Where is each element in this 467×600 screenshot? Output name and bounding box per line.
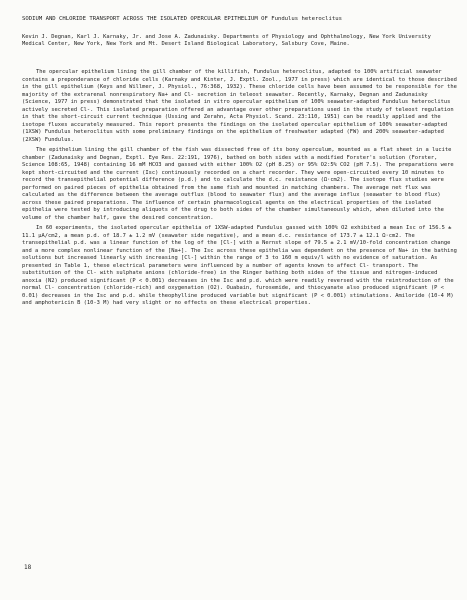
abstract-body (22, 69, 457, 308)
paragraph-1: The opercular epithelium lining the gill chamber of the killifish, Fundulus heteroclitus, adapted to 100% artificial seawater contains a preponderance of chloride cells (Karnaky and Kinter, J. Exptl. Zool., 1977 in press) which are identical to those described in the gill epithelium (Keys and Willmer, J. Physiol., 76:368, 1932). These chloride cells have been assumed to be responsible for the majority of the extrarenal nonrespiratory Na+ and Cl- secretion in teleost seawater. Recently, Karnaky, Degnan and Zadunaisky (Science, 1977 in press) demonstrated that the isolated in vitro opercular epithelium of 100% seawater-adapted Fundulus heteroclitus actively secreted Cl-. This isolated preparation offered an advantage over other preparations used in the study of teleost regulation in that the short-circuit current technique (Ussing and Zerahn, Acta Physiol. Scand. 23:110, 1951) can be readily applied and the isotope fluxes accurately measured. This report presents the findings on the isolated opercular epithelium of 100% seawater-adapted (1XSW) Fundulus heteroclitus with some preliminary findings on the epithelium of freshwater adapted (FW) and 200% seawater-adapted (2XSW) Fundulus. (22, 69, 457, 143)
paper-title: SODIUM AND CHLORIDE TRANSPORT ACROSS THE ISOLATED OPERCULAR EPITHELIUM OF Fundulus heteroclitus (22, 16, 342, 22)
paragraph-2: The epithelium lining the gill chamber of the fish was dissected free of its bony operculum, mounted as a flat sheet in a lucite chamber (Zadunaisky and Degnan, Exptl. Eye Res. 22:191, 1976), bathed on both sides with a modified Forster's solution (Forster, Science 108:65, 1948) containing 16 mM HCO3 and gassed with either 100% O2 (pH 8.25) or 95% O2:5% CO2 (pH 7.5). The preparations were kept short-circuited and the current (Isc) continuously recorded on a chart recorder. They were open-circuited every 10 minutes to record the transepithelial potential difference (p.d.) and to calculate the d.c. resistance (Ω·cm2). The isotope flux studies were performed on paired pieces of epithelia obtained from the same fish and mounted in matching chambers. The average net flux was calculated as the difference between the average outflux (blood to seawater flux) and the average influx (seawater to blood flux) across these paired preparations. The influence of certain pharmacological agents on the electrical properties of the isolated epithelia were tested by introducing aliquots of the drug to both sides of the chamber simultaneously which, when diluted into the volume of the chamber half, gave the desired concentration. (22, 147, 454, 221)
page-number: 18 (24, 564, 32, 571)
author-affiliations: Kevin J. Degnan, Karl J. Karnaky, Jr. and Jose A. Zadunaisky. Departments of Physiology and Ophthalmology, New York University Medical Center, New York, New York and Mt. Desert Island Biological Laboratory, Salsbury Cove, Maine. (22, 34, 431, 48)
paragraph-3: In 60 experiments, the isolated opercular epithelia of 1XSW-adapted Fundulus gassed with 100% O2 exhibited a mean Isc of 156.5 ± 11.1 µA/cm2, a mean p.d. of 18.7 ± 1.2 mV (seawater side negative), and a mean d.c. resistance of 173.7 ± 12.1 Ω·cm2. The transepithelial p.d. was a linear function of the log of the [Cl-] with a Nernst slope of 79.5 ± 2.1 mV/10-fold concentration change and a more complex nonlinear function of the [Na+]. The Isc across these epithelia was dependent on the presence of Na+ in the bathing solutions but increased linearly with increasing [Cl-] within the range of 3 to 160 m equiv/l with no evidence of saturation. As presented in Table 1, these electrical parameters were influenced by a number of agents known to affect Cl- transport. The substitution of the Cl- with sulphate anions (chloride-free) in the Ringer bathing both sides of the tissue and nitrogen-induced anoxia (N2) produced significant (P < 0.001) decreases in the Isc and p.d. which were readily reversed with the reintroduction of the normal Cl- concentration (chloride-rich) and oxygenation (O2). Ouabain, furosemide, and thiocyanate also produced significant (P < 0.01) decreases in the Isc and p.d. while theophylline produced variable but significant (P < 0.001) stimulations. Amiloride (10-4 M) and amphotericin B (10-3 M) had very slight or no effects on these electrical properties. (22, 225, 457, 306)
